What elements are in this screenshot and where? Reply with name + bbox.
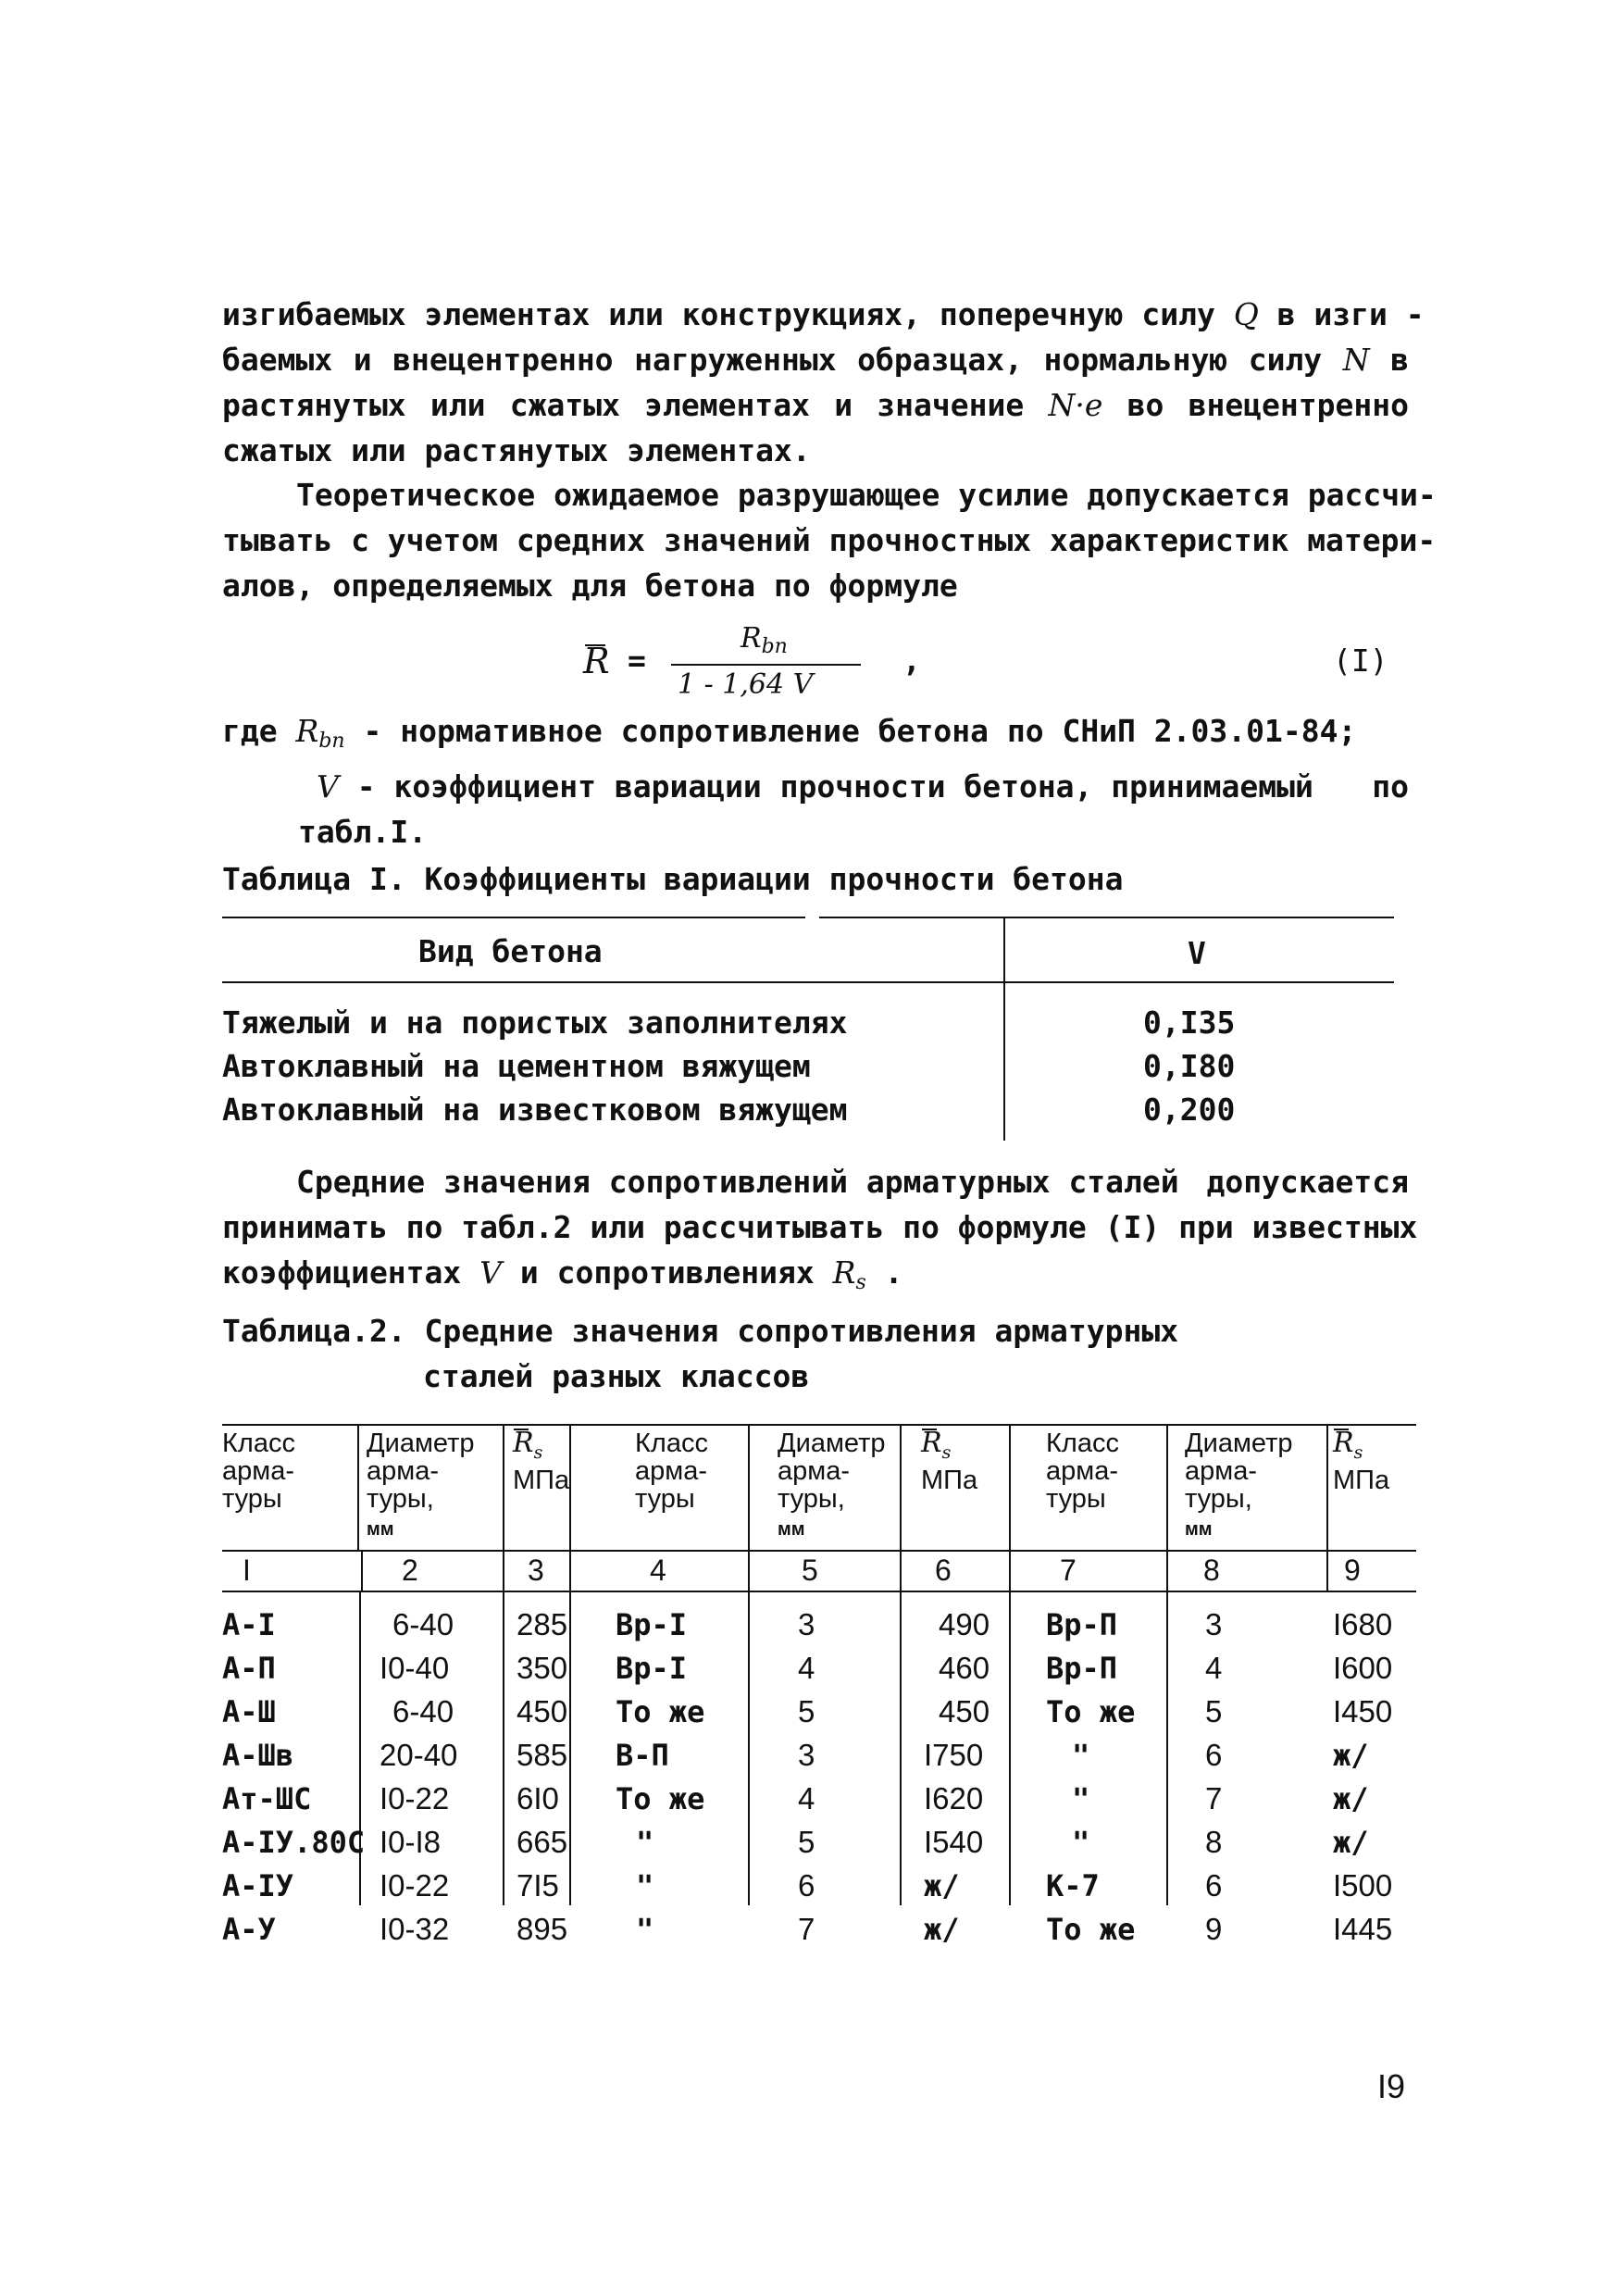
table2-cell-r7-c6: ж/ [924,1868,960,1903]
table2-cell-r7-c5: 6 [798,1868,815,1903]
table2-cell-r7-c2: I0-22 [380,1868,450,1903]
table2-cell-r5-c3: 6I0 [517,1781,559,1816]
table2-colnum-2: 2 [402,1554,418,1587]
table2-cell-r1-c7: Вр-П [1046,1607,1118,1642]
symbol-q: Q [1233,296,1259,332]
table2-cell-r1-c9: I680 [1333,1607,1393,1641]
table2-cell-r8-c8: 9 [1205,1912,1223,1946]
table2-cell-r1-c4: Вр-I [616,1607,688,1642]
table2-cell-r8-c2: I0-32 [380,1912,450,1946]
table2-cell-r6-c8: 8 [1205,1825,1223,1859]
table2-cell-r5-c9: ж/ [1333,1781,1369,1816]
table2-vline [361,1550,363,1591]
theory-line-1: Теоретическое ожидаемое разрушающее усилие допускается рассчи- [296,477,1437,513]
table2-cell-r5-c1: Ат-ШС [222,1781,312,1816]
table2-colnum-8: 8 [1203,1554,1220,1587]
table2-cell-r4-c1: А-Шв [222,1738,294,1773]
table2-cell-r2-c5: 4 [798,1651,815,1685]
table2-cell-r5-c6: I620 [924,1781,984,1816]
table2-cell-r4-c6: I750 [924,1738,984,1772]
where-block [222,708,1409,855]
table1-top-rule-right [819,917,1394,918]
table2-cell-r3-c5: 5 [798,1694,815,1728]
table2-cell-r1-c6: 490 [939,1607,990,1641]
table2-cell-r4-c9: ж/ [1333,1738,1369,1773]
table1-column-divider [1003,917,1005,1141]
table2-cell-r2-c7: Вр-П [1046,1651,1118,1686]
table2-cell-r7-c7: К-7 [1046,1868,1100,1903]
table2-cell-r7-c3: 7I5 [517,1868,559,1903]
table1-header-v: V [1188,935,1206,971]
table2-cell-r1-c1: А-I [222,1607,276,1642]
table2-cell-r8-c3: 895 [517,1912,568,1946]
table2-colnum-4: 4 [650,1554,666,1587]
table1-caption: Таблица I. Коэффициенты вариации прочности бетона [222,861,1124,897]
table2-cell-r4-c4: В-П [616,1738,669,1773]
table2-caption: Таблица.2. Средние значения сопротивления арматурных сталей разных классов [222,1313,1179,1394]
table2-cell-r2-c2: I0-40 [380,1651,450,1685]
formula-equals: = [628,643,646,679]
table1-row-2-type: Автоклавный на цементном вяжущем [222,1048,811,1084]
table2-cell-r1-c2: 6-40 [392,1607,454,1641]
table2-colnum-1: I [243,1554,251,1587]
formula-denominator: 1 - 1,64 V [678,668,814,701]
table1-header-type: Вид бетона [418,933,603,969]
table2-cell-r8-c6: ж/ [924,1912,960,1947]
steel-line-2: принимать по табл.2 или рассчитывать по формуле (I) при известных [222,1209,1418,1245]
table1-row-1-type: Тяжелый и на пористых заполнителях [222,1004,848,1041]
table2-cell-r2-c6: 460 [939,1651,990,1685]
formula-number: (I) [1333,643,1388,679]
table2-vline [1326,1424,1328,1591]
table2-cell-r6-c6: I540 [924,1825,984,1859]
table2-header-rs-3: $R_s$ МПа [1333,1427,1390,1495]
table2-vline [1166,1424,1168,1905]
table2-cell-r4-c3: 585 [517,1738,568,1772]
table2-cell-r7-c1: А-IУ [222,1868,294,1903]
table2-cell-r2-c9: I600 [1333,1651,1393,1685]
table2-cell-r1-c5: 3 [798,1607,815,1641]
table2-cell-r8-c7: То же [1046,1912,1136,1947]
table1-header-rule [222,981,1394,983]
symbol-ne: N·e [1048,387,1103,423]
table2-cell-r5-c2: I0-22 [380,1781,450,1816]
table1-row-3-v: 0,200 [1143,1092,1236,1128]
table1-top-rule-left [222,917,805,918]
steel-line-3: коэффициентах V и сопротивлениях $R_s$ . [222,1254,903,1294]
table2-header-rs-2: $R_s$ МПа [921,1427,978,1495]
table2-cell-r2-c3: 350 [517,1651,568,1685]
page-number: I9 [1377,2067,1406,2105]
table2-header-diam-3: Диаметр арма- туры, мм [1185,1429,1293,1540]
table2-cell-r3-c8: 5 [1205,1694,1223,1728]
table2-cell-r6-c3: 665 [517,1825,568,1859]
table2-header-class-1: Класс арма- туры [222,1429,295,1514]
table2-cell-r6-c9: ж/ [1333,1825,1369,1860]
table2-cell-r5-c5: 4 [798,1781,815,1816]
table2-cell-r7-c8: 6 [1205,1868,1223,1903]
table2-colnum-3: 3 [528,1554,544,1587]
table2-cell-r6-c4: " [636,1825,654,1860]
table2-cell-r3-c9: I450 [1333,1694,1393,1728]
table2-cell-r8-c1: А-У [222,1912,276,1947]
table2-cell-r6-c5: 5 [798,1825,815,1859]
table2-cell-r3-c6: 450 [939,1694,990,1728]
table2-cell-r1-c8: 3 [1205,1607,1223,1641]
table2-top-rule [222,1424,1416,1426]
table2-cell-r4-c8: 6 [1205,1738,1223,1772]
table1-row-2-v: 0,I80 [1143,1048,1236,1084]
table2-cell-r7-c9: I500 [1333,1868,1393,1903]
table2-cell-r2-c1: А-П [222,1651,276,1686]
table2-cell-r3-c2: 6-40 [392,1694,454,1728]
where-line-1: где $R_{bn}$ - нормативное сопротивление бетона по СНиП 2.03.01-84; [222,713,1357,753]
table2-cell-r5-c4: То же [616,1781,705,1816]
intro-line-3: растянутых или сжатых элементах и значение N·e во внецентренно [222,387,1409,423]
table2-cell-r6-c2: I0-I8 [380,1825,442,1859]
table1-row-1-v: 0,I35 [1143,1004,1236,1041]
table2 [222,1424,1416,1979]
steel-line-1: Средние значения сопротивлений арматурных сталей допускается [296,1164,1409,1200]
intro-line-4: сжатых или растянутых элементах. [222,432,811,468]
theory-paragraph [222,472,1437,608]
table2-cell-r4-c5: 3 [798,1738,815,1772]
where-line-2: V - коэффициент вариации прочности бетона, принимаемый по [317,768,1409,805]
table2-colnum-5: 5 [802,1554,818,1587]
table2-colnum-7: 7 [1060,1554,1077,1587]
table2-vline [357,1424,359,1550]
table2-cell-r7-c4: " [636,1868,654,1903]
table2-vline [503,1424,504,1905]
table2-cell-r5-c7: " [1072,1781,1090,1816]
table2-cell-r2-c8: 4 [1205,1651,1223,1685]
formula-comma: , [902,643,921,679]
table2-cell-r5-c8: 7 [1205,1781,1223,1816]
table1-row-3-type: Автоклавный на известковом вяжущем [222,1092,848,1128]
table2-cell-r3-c7: То же [1046,1694,1136,1729]
table2-header-rs-1: $R_s$ МПа [513,1427,570,1495]
table2-vline [569,1424,571,1905]
formula-numerator: $R_{bn}$ [741,622,788,658]
table2-colnum-9: 9 [1344,1554,1361,1587]
table2-colnum-6: 6 [935,1554,952,1587]
table2-cell-r3-c4: То же [616,1694,705,1729]
table2-header-class-3: Класс арма- туры [1046,1429,1119,1514]
fraction-bar [671,664,861,666]
where-line-3: табл.I. [298,814,428,850]
table2-vline [748,1424,750,1905]
intro-line-1: изгибаемых элементах или конструкциях, поперечную силу Q в изги - [222,296,1425,332]
formula-1 [583,622,1416,715]
table2-cell-r8-c9: I445 [1333,1912,1393,1946]
table2-number-rule [222,1591,1416,1592]
theory-line-2: тывать с учетом средних значений прочностных характеристик матери- [222,522,1437,558]
table2-vline [1009,1424,1011,1905]
table2-header-diam-1: Диаметр арма- туры, мм [367,1429,475,1540]
steel-paragraph [222,1159,1418,1305]
formula-lhs: R [583,641,610,681]
table2-header-diam-2: Диаметр арма- туры, мм [778,1429,886,1540]
table2-cell-r6-c7: " [1072,1825,1090,1860]
table2-vline [900,1424,902,1905]
table2-cell-r1-c3: 285 [517,1607,568,1641]
table2-cell-r4-c2: 20-40 [380,1738,458,1772]
intro-paragraph [222,292,1425,473]
table2-header-rule [222,1550,1416,1552]
table2-cell-r6-c1: А-IУ.80С [222,1825,366,1860]
table2-cell-r8-c4: " [636,1912,654,1947]
symbol-n: N [1342,342,1370,378]
table2-cell-r2-c4: Вр-I [616,1651,688,1686]
table2-cell-r3-c3: 450 [517,1694,568,1728]
table2-cell-r3-c1: А-Ш [222,1694,276,1729]
theory-line-3: алов, определяемых для бетона по формуле [222,568,958,604]
intro-line-2: баемых и внецентренно нагруженных образцах, нормальную силу N в [222,342,1409,378]
table2-header-class-2: Класс арма- туры [635,1429,708,1514]
table2-cell-r4-c7: " [1072,1738,1090,1773]
table2-cell-r8-c5: 7 [798,1912,815,1946]
